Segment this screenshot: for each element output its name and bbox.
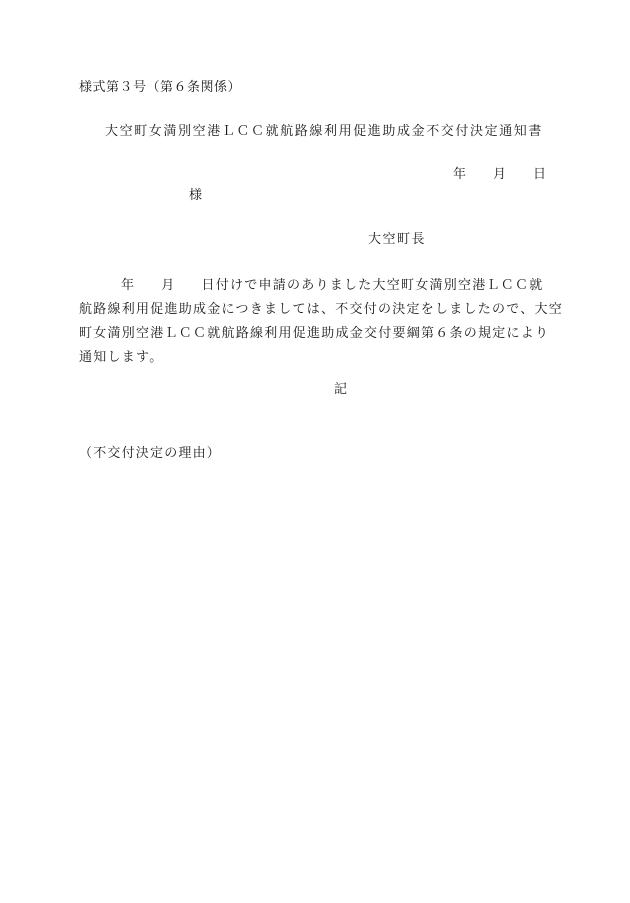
- body-line-1: [79, 274, 549, 298]
- sender-name: 大空町長: [368, 232, 427, 247]
- body-line-1-text: 日付けで申請のありました大空町女満別空港ＬＣＣ就: [201, 278, 544, 293]
- document-title: 大空町女満別空港ＬＣＣ就航路線利用促進助成金不交付決定通知書: [105, 124, 544, 139]
- reason-heading: （不交付決定の理由）: [79, 446, 222, 461]
- body-line-3: 町女満別空港ＬＣＣ就航路線利用促進助成金交付要綱第６条の規定により: [79, 326, 550, 341]
- body-paragraph: [79, 274, 563, 370]
- date-line: [453, 167, 547, 183]
- body-year-label: 年: [121, 278, 136, 293]
- date-month-label: 月: [493, 167, 508, 182]
- body-line-2: 航路線利用促進助成金につきましては、不交付の決定をしましたので、大空: [79, 302, 563, 317]
- body-line-4: 通知します。: [79, 350, 164, 365]
- addressee-honorific: 様: [189, 188, 204, 203]
- form-number: 様式第３号（第６条関係）: [79, 80, 242, 95]
- date-day-label: 日: [533, 167, 548, 182]
- date-year-label: 年: [453, 167, 468, 182]
- ki-marker: 記: [334, 382, 349, 397]
- body-month-label: 月: [161, 278, 176, 293]
